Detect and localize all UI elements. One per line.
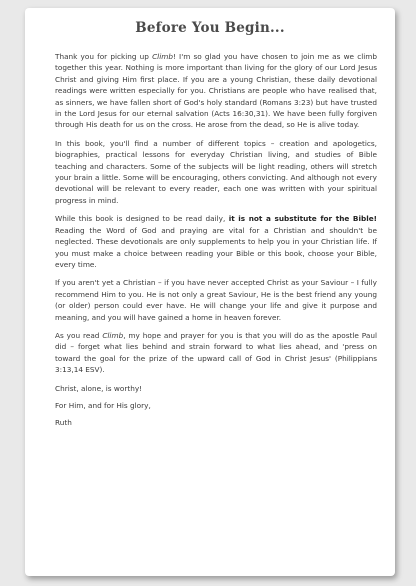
page-title: Before You Begin...: [135, 20, 285, 36]
paragraph-intro: [55, 51, 377, 131]
text-span: Reading the Word of God and praying are vital for a Christian and shouldn't be neglected. These devotionals are only supplements to help you in your Christian life. If you must make a choice between reading your Bible or this book, choose your Bible, every time.: [55, 225, 377, 269]
bold-emphasis: it is not a substitute for the Bible!: [228, 214, 377, 224]
paragraph-closing: For Him, and for His glory,: [55, 400, 151, 410]
paragraph-bible: [55, 213, 377, 270]
text-span: While this book is designed to be read daily,: [55, 214, 229, 224]
book-title-italic: Climb: [102, 330, 124, 340]
book-page: [25, 8, 395, 576]
paragraph-worthy: Christ, alone, is worthy!: [55, 383, 143, 393]
text-span: ! I'm so glad you have chosen to join me as we climb together this year. Nothing is more important than living for the glory of our Lord Jesus Christ and giving Him first place. If you are a young Christian, these daily devotional readings were written especially for you. Christians are people who have realised that, as sinners, we have fallen short of God's holy standard (Romans 3:23) but have trusted in the Lord Jesus for our eternal salvation (Acts 16:30,31). We have been fully forgiven through His death for us on the cross. He arose from the dead, so He is alive today.: [55, 52, 378, 130]
paragraph-hope: [55, 330, 377, 376]
book-title-italic: Climb: [152, 52, 173, 61]
paragraph-invitation: If you aren't yet a Christian – if you have never accepted Christ as your Saviour – I fully recommend Him to you. He is not only a great Saviour, He is the best friend any young (or older) person could ever have. He will change your life and give it purpose and meaning, and you will have gained a home in heaven forever.: [55, 278, 377, 322]
text-span: , my hope and prayer for you is that you will do as the apostle Paul did – forget what lies behind and strain forward to what lies ahead, and 'press on toward the goal for the prize of the upward call of God in Christ Jesus' (Philippians 3:13,14 ESV).: [55, 330, 378, 375]
page-body: [55, 51, 377, 435]
text-span: Thank you for picking up: [55, 52, 153, 61]
paragraph-topics: In this book, you'll find a number of different topics – creation and apologetics, biographies, practical lessons for everyday Christian living, and studies of Bible teaching and characters. Some of the subjects will be light reading, others will stretch your brain a little. Some will be encouraging, others convicting. And although not every devotional will be relevant to every reader, each one was written with your spiritual progress in mind.: [55, 138, 377, 205]
text-span: As you read: [55, 330, 103, 340]
signature-name: Ruth: [55, 418, 72, 428]
